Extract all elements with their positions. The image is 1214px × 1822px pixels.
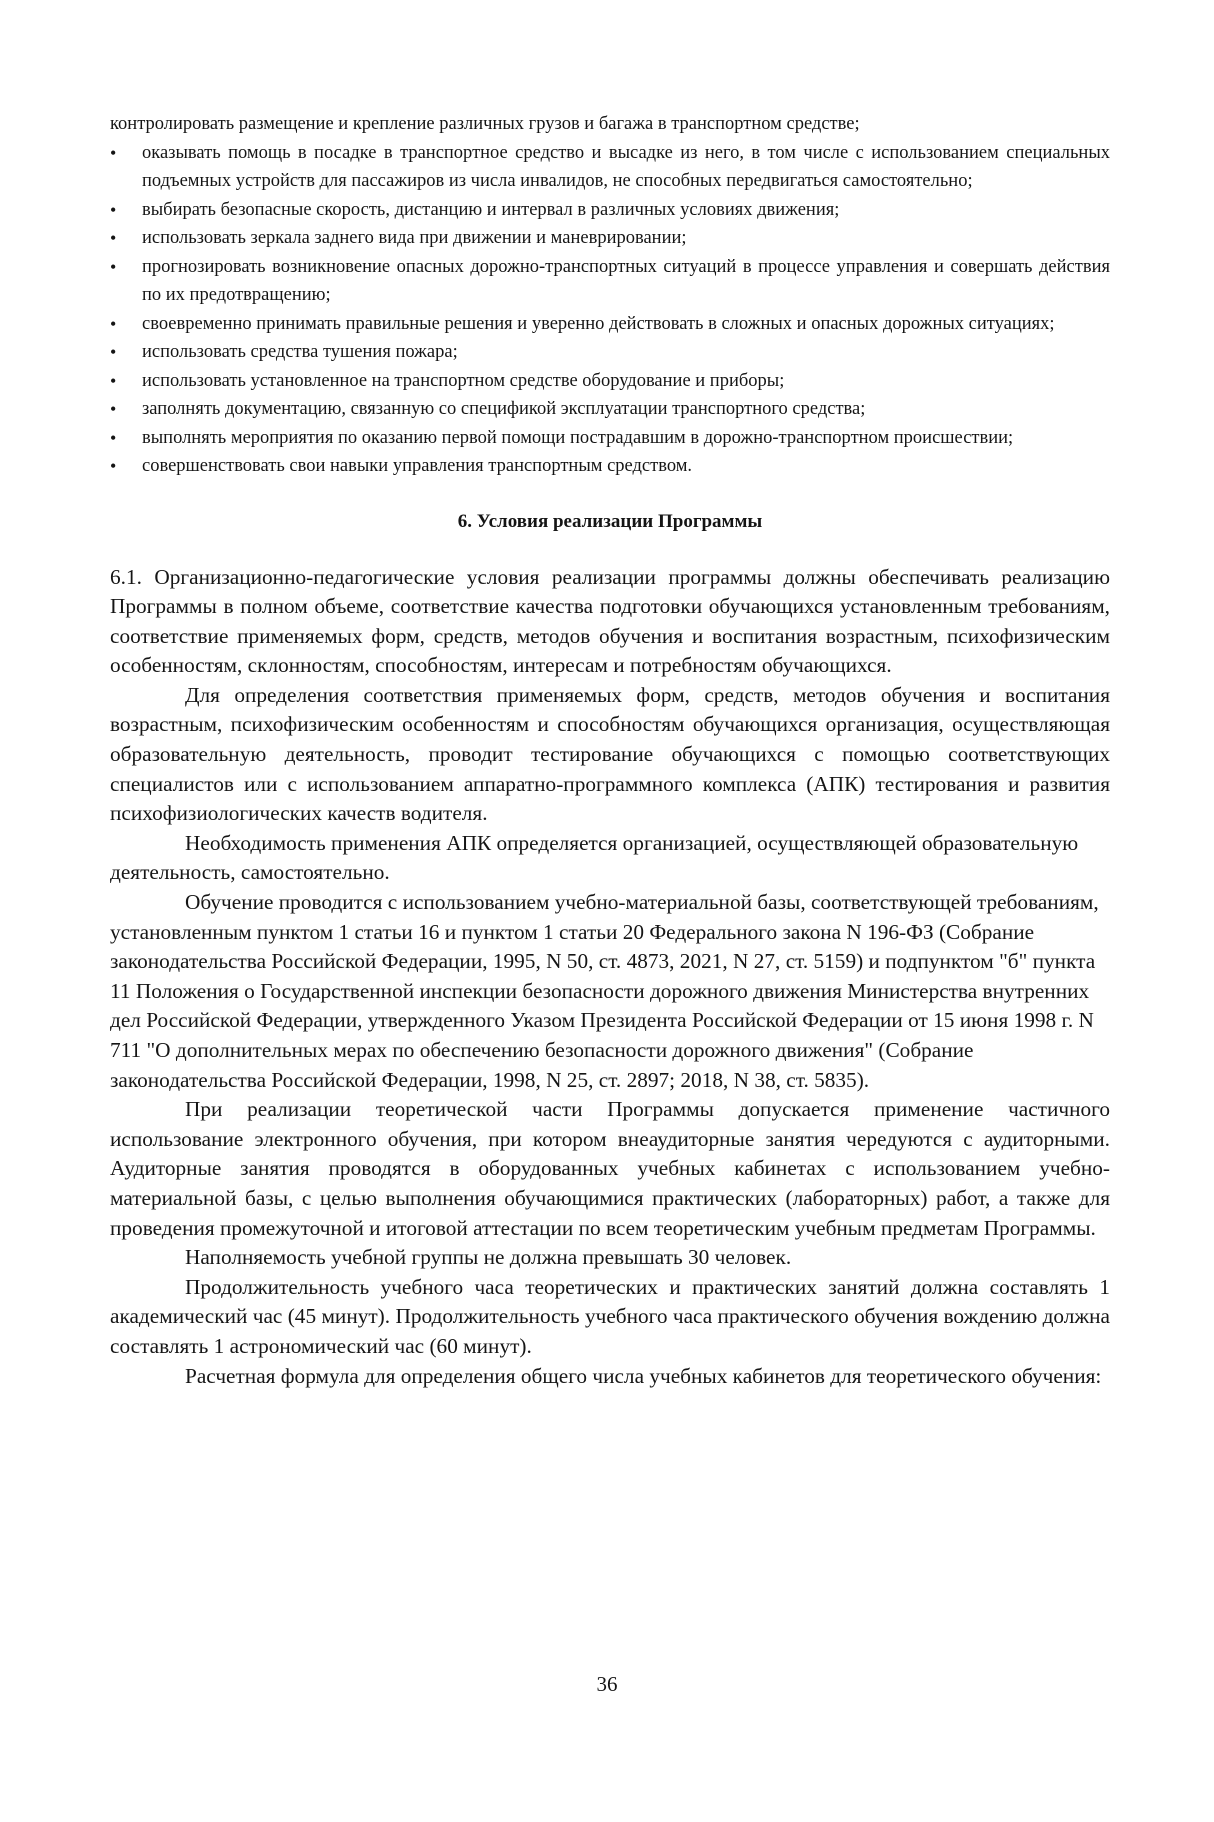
paragraph-material-base: Обучение проводится с использованием учебно-материальной базы, соответствующей требованиям, установленным пунктом 1 статьи 16 и пунктом 1 статьи 20 Федерального закона N 196-ФЗ (Собрание законодательства Российской Федерации, 1995, N 50, ст. 4873, 2021, N 27, ст. 5159) и подпунктом "б" пункта 11 Положения о Государственной инспекции безопасности дорожного движения Министерства внутренних дел Российской Федерации, утвержденного Указом Президента Российской Федерации от 15 июня 1998 г. N 711 "О дополнительных мерах по обеспечению безопасности дорожного движения" (Собрание законодательства Российской Федерации, 1998, N 25, ст. 2897; 2018, N 38, ст. 5835). [110, 890, 1099, 1092]
page-content [110, 110, 1110, 1391]
list-item: • выполнять мероприятия по оказанию первой помощи пострадавшим в дорожно-транспортном происшествии; [110, 424, 1110, 453]
paragraph-hour-duration: Продолжительность учебного часа теоретических и практических занятий должна составлять 1 академический час (45 минут). Продолжительность учебного часа практического обучения вождению должна составлять 1 астрономический час (60 минут). [110, 1274, 1110, 1358]
list-item: • использовать зеркала заднего вида при движении и маневрировании; [110, 224, 1110, 253]
bullet-leading-line: контролировать размещение и крепление различных грузов и багажа в транспортном средстве; [110, 114, 860, 134]
section-heading: 6. Условия реализации Программы [457, 510, 763, 532]
skills-bullet-list [110, 139, 1110, 481]
list-item: • использовать установленное на транспортном средстве оборудование и приборы; [110, 367, 1110, 396]
paragraph-6-1: 6.1. Организационно-педагогические условия реализации программы должны обеспечивать реализацию Программы в полном объеме, соответствие качества подготовки обучающихся установленным требованиям, соответствие применяемых форм, средств, методов обучения и воспитания возрастным, психофизическим особенностям, склонностям, способностям, интересам и потребностям обучающихся. [110, 564, 1110, 678]
list-item: • использовать средства тушения пожара; [110, 338, 1110, 367]
page-number: 36 [596, 1672, 618, 1696]
list-item: • совершенствовать свои навыки управления транспортным средством. [110, 452, 1110, 481]
list-item: • прогнозировать возникновение опасных дорожно-транспортных ситуаций в процессе управления и совершать действия по их предотвращению; [110, 253, 1110, 310]
list-item: • своевременно принимать правильные решения и уверенно действовать в сложных и опасных дорожных ситуациях; [110, 310, 1110, 339]
paragraph-testing: Для определения соответствия применяемых форм, средств, методов обучения и воспитания возрастным, психофизическим особенностям и способностям обучающихся организация, осуществляющая образовательную деятельность, проводит тестирование обучающихся с помощью соответствующих специалистов или с использованием аппаратно-программного комплекса (АПК) тестирования и развития психофизиологических качеств водителя. [110, 682, 1110, 826]
paragraph-group-size: Наполняемость учебной группы не должна превышать 30 человек. [185, 1245, 792, 1270]
list-item: • оказывать помощь в посадке в транспортное средство и высадке из него, в том числе с использованием специальных подъемных устройств для пассажиров из числа инвалидов, не способных передвигаться самостоятельно; [110, 139, 1110, 196]
list-item: • заполнять документацию, связанную со спецификой эксплуатации транспортного средства; [110, 395, 1110, 424]
section-body [110, 563, 1110, 1392]
list-item: • выбирать безопасные скорость, дистанцию и интервал в различных условиях движения; [110, 196, 1110, 225]
skills-bullet-list-block [110, 110, 1110, 481]
paragraph-e-learning: При реализации теоретической части Программы допускается применение частичного использование электронного обучения, при котором внеаудиторные занятия чередуются с аудиторными. Аудиторные занятия проводятся в оборудованных учебных кабинетах с использованием учебно-материальной базы, с целью выполнения обучающимися практических (лабораторных) работ, а также для проведения промежуточной и итоговой аттестации по всем теоретическим учебным предметам Программы. [110, 1097, 1110, 1240]
paragraph-formula-intro: Расчетная формула для определения общего числа учебных кабинетов для теоретического обучения: [185, 1363, 1102, 1388]
paragraph-apk: Необходимость применения АПК определяется организацией, осуществляющей образовательную деятельность, самостоятельно. [110, 830, 1079, 885]
